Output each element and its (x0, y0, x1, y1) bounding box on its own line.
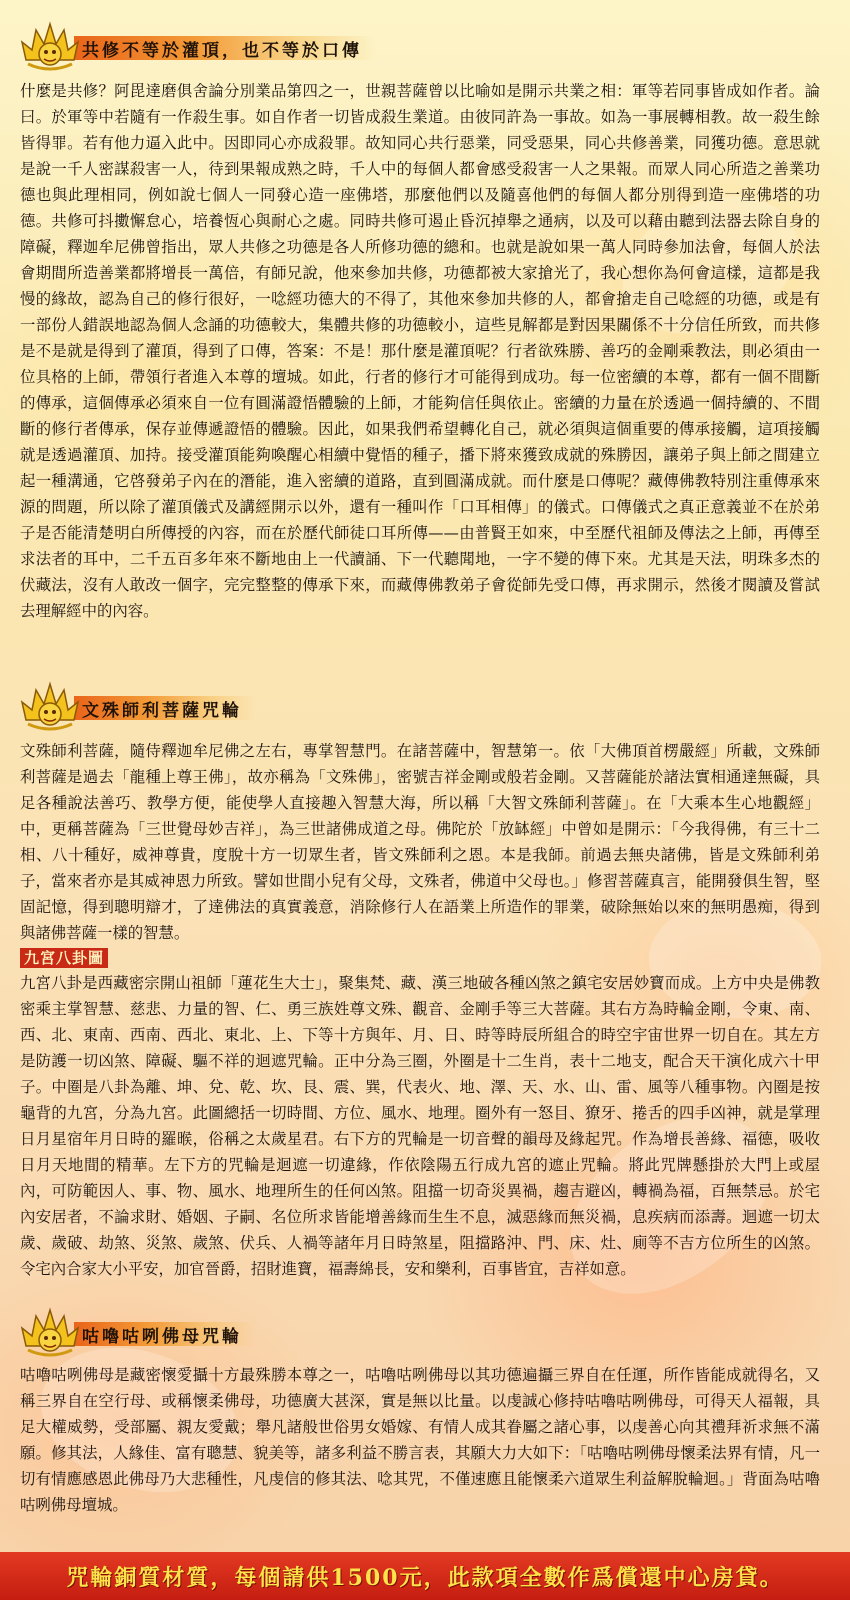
section-title: 文殊師利菩薩咒輪 (82, 700, 242, 721)
dragon-emblem-icon (18, 20, 82, 76)
heading-bar (74, 1322, 256, 1346)
section-body-3: 咕嚕咕咧佛母是藏密懷愛攝十方最殊勝本尊之一，咕嚕咕咧佛母以其功德遍攝三界自在任運，所作皆能成就得名，又稱三界自在空行母、或稱懷柔佛母，功德廣大甚深，實是無以比量。以虔誠心修持咕嚕咕咧佛母，可得天人福報，具足大權威勢，受部屬、親友愛戴；舉凡諸般世俗男女婚嫁、有情人成其眷屬之諸心事，以虔善心向其禮拜祈求無不滿願。修其法，人緣佳、富有聰慧、貌美等，諸多利益不勝言表，其願大力大如下：「咕嚕咕咧佛母懷柔法界有情，凡一切有情應感恩此佛母乃大悲種性，凡虔信的修其法、唸其咒，不僅速應且能懷柔六道眾生利益解脫輪迴。」背面為咕嚕咕咧佛母壇城。 (20, 1366, 820, 1514)
section-heading-1 (18, 20, 376, 76)
dragon-emblem-icon (18, 1306, 82, 1362)
section-heading-2 (18, 680, 256, 736)
section-body-2: 文殊師利菩薩，隨侍釋迦牟尼佛之左右，專掌智慧門。在諸菩薩中，智慧第一。依「大佛頂首楞嚴經」所載，文殊師利菩薩是過去「龍種上尊王佛」，故亦稱為「文殊佛」，密號吉祥金剛或般若金剛。又菩薩能於諸法實相通達無礙，具足各種說法善巧、教學方便，能使學人直接趣入智慧大海，所以稱「大智文殊師利菩薩」。在「大乘本生心地觀經」中，更稱菩薩為「三世覺母妙吉祥」，為三世諸佛成道之母。佛陀於「放缽經」中曾如是開示：「今我得佛，有三十二相、八十種好，威神尊貴，度脫十方一切眾生者，皆文殊師利之恩。本是我師。前過去無央諸佛，皆是文殊師利弟子，當來者亦是其威神恩力所致。譬如世間小兒有父母，文殊者，佛道中父母也。」修習菩薩真言，能開發俱生智，堅固記憶，得到聰明辯才，了達佛法的真實義意，消除修行人在語業上所造作的罪業，破除無始以來的無明愚痴，得到與諸佛菩薩一樣的智慧。 (20, 742, 820, 942)
dragon-emblem-icon (18, 680, 82, 736)
footer-text: 咒輪銅質材質，每個請供1500元，此款項全數作爲償還中心房貸。 (66, 1564, 784, 1591)
subtitle-label: 九宮八卦圖 (20, 948, 108, 968)
section-title: 咕嚕咕咧佛母咒輪 (82, 1326, 242, 1347)
heading-bar (74, 696, 256, 720)
footer-banner (0, 1552, 850, 1600)
section-heading-3 (18, 1306, 256, 1362)
section-body-1: 什麼是共修？阿毘達磨俱舍論分別業品第四之一，世親菩薩曾以比喻如是開示共業之相：軍等若同事皆成如作者。論曰。於軍等中若隨有一作殺生事。如自作者一切皆成殺生業道。由彼同許為一事故。如為一事展轉相教。故一殺生餘皆得罪。若有他力逼入此中。因即同心亦成殺罪。故知同心共行惡業，同受惡果，同心共修善業，同獲功德。意思就是說一千人密謀殺害一人，待到果報成熟之時，千人中的每個人都會感受殺害一人之果報。而眾人同心所造之善業功德也與此理相同，例如說七個人一同發心造一座佛塔，那麼他們以及隨喜他們的每個人都分別得到造一座佛塔的功德。共修可抖擻懈怠心，培養恆心與耐心之處。同時共修可遏止昏沉掉舉之通病，以及可以藉由聽到法器去除自身的障礙，釋迦牟尼佛曾指出，眾人共修之功德是各人所修功德的總和。也就是說如果一萬人同時參加法會，每個人於法會期間所造善業都將增長一萬倍，有師兄說，他來參加共修，功德都被大家搶光了，我心想你為何會這樣，這都是我慢的緣故，認為自己的修行很好，一唸經功德大的不得了，其他來參加共修的人，都會搶走自己唸經的功德，或是有一部份人錯誤地認為個人念誦的功德較大，集體共修的功德較小，這些見解都是對因果關係不十分信任所致，而共修是不是就是得到了灌頂，得到了口傳，答案：不是！那什麼是灌頂呢？行者欲殊勝、善巧的金剛乘教法，則必須由一位具格的上師，帶領行者進入本尊的壇城。如此，行者的修行才可能得到成功。每一位密續的本尊，都有一個不間斷的傳承，這個傳承必須來自一位有圓滿證悟體驗的上師，才能夠信任與依止。密續的力量在於透過一個持續的、不間斷的修行者傳承，保存並傳遞證悟的體驗。因此，如果我們希望轉化自己，就必須與這個重要的傳承接觸，這項接觸就是透過灌頂、加持。接受灌頂能夠喚醒心相續中覺悟的種子，播下將來獲致成就的殊勝因，讓弟子與上師之間建立起一種溝通，它啓發弟子內在的潛能，進入密續的道路，直到圓滿成就。而什麼是口傳呢？藏傳佛教特別注重傳承來源的問題，所以除了灌頂儀式及講經開示以外，還有一種叫作「口耳相傳」的儀式。口傳儀式之真正意義並不在於弟子是否能清楚明白所傳授的內容，而在於歷代師徒口耳所傳——由普賢王如來，中至歷代祖師及傳法之上師，再傳至求法者的耳中，二千五百多年來不斷地由上一代讀誦、下一代聽聞地，一字不變的傳下來。尤其是天法，明珠多杰的伏藏法，沒有人敢改一個字，完完整整的傳承下來，而藏傳佛教弟子會從師先受口傳，再求開示，然後才閱讀及嘗試去理解經中的內容。 (20, 82, 820, 620)
section-body-2b: 九宮八卦是西藏密宗開山祖師「蓮花生大士」，聚集梵、藏、漢三地破各種凶煞之鎮宅安居妙寶而成。上方中央是佛教密乘主掌智慧、慈悲、力量的智、仁、勇三族姓尊文殊、觀音、金剛手等三大菩薩。其右方為時輪金剛，令東、南、西、北、東南、西南、西北、東北、上、下等十方與年、月、日、時等時辰所組合的時空宇宙世界一切自在。其左方是防護一切凶煞、障礙、驅不祥的迴遮咒輪。正中分為三圈，外圈是十二生肖，表十二地支，配合天干演化成六十甲子。中圈是八卦為離、坤、兌、乾、坎、艮、震、巽，代表火、地、澤、天、水、山、雷、風等八種事物。內圈是按龜背的九宮，分為九宮。此圖總括一切時間、方位、風水、地理。圈外有一怒目、獠牙、捲舌的四手凶神，就是掌理日月星宿年月日時的羅㬋，俗稱之太歲星君。右下方的咒輪是一切音聲的韻母及緣起咒。作為增長善緣、福德，吸收日月天地間的精華。左下方的咒輪是迴遮一切違緣，作依陰陽五行成九宮的遮止咒輪。將此咒牌懸掛於大門上或屋內，可防範因人、事、物、風水、地理所生的任何凶煞。阻擋一切奇災異禍，趨吉避凶，轉禍為福，百無禁忌。於宅內安居者，不論求財、婚姻、子嗣、名位所求皆能增善緣而生生不息，滅惡緣而無災禍，息疾病而添壽。迴遮一切太歲、歲破、劫煞、災煞、歲煞、伏兵、人禍等諸年月日時煞星，阻擋路沖、門、床、灶、廁等不吉方位所生的凶煞。令宅內合家大小平安，加官晉爵，招財進寶，福壽綿長，安和樂利，百事皆宜，吉祥如意。 (20, 974, 820, 1278)
heading-bar (74, 36, 376, 60)
section-title: 共修不等於灌頂，也不等於口傳 (82, 40, 362, 61)
